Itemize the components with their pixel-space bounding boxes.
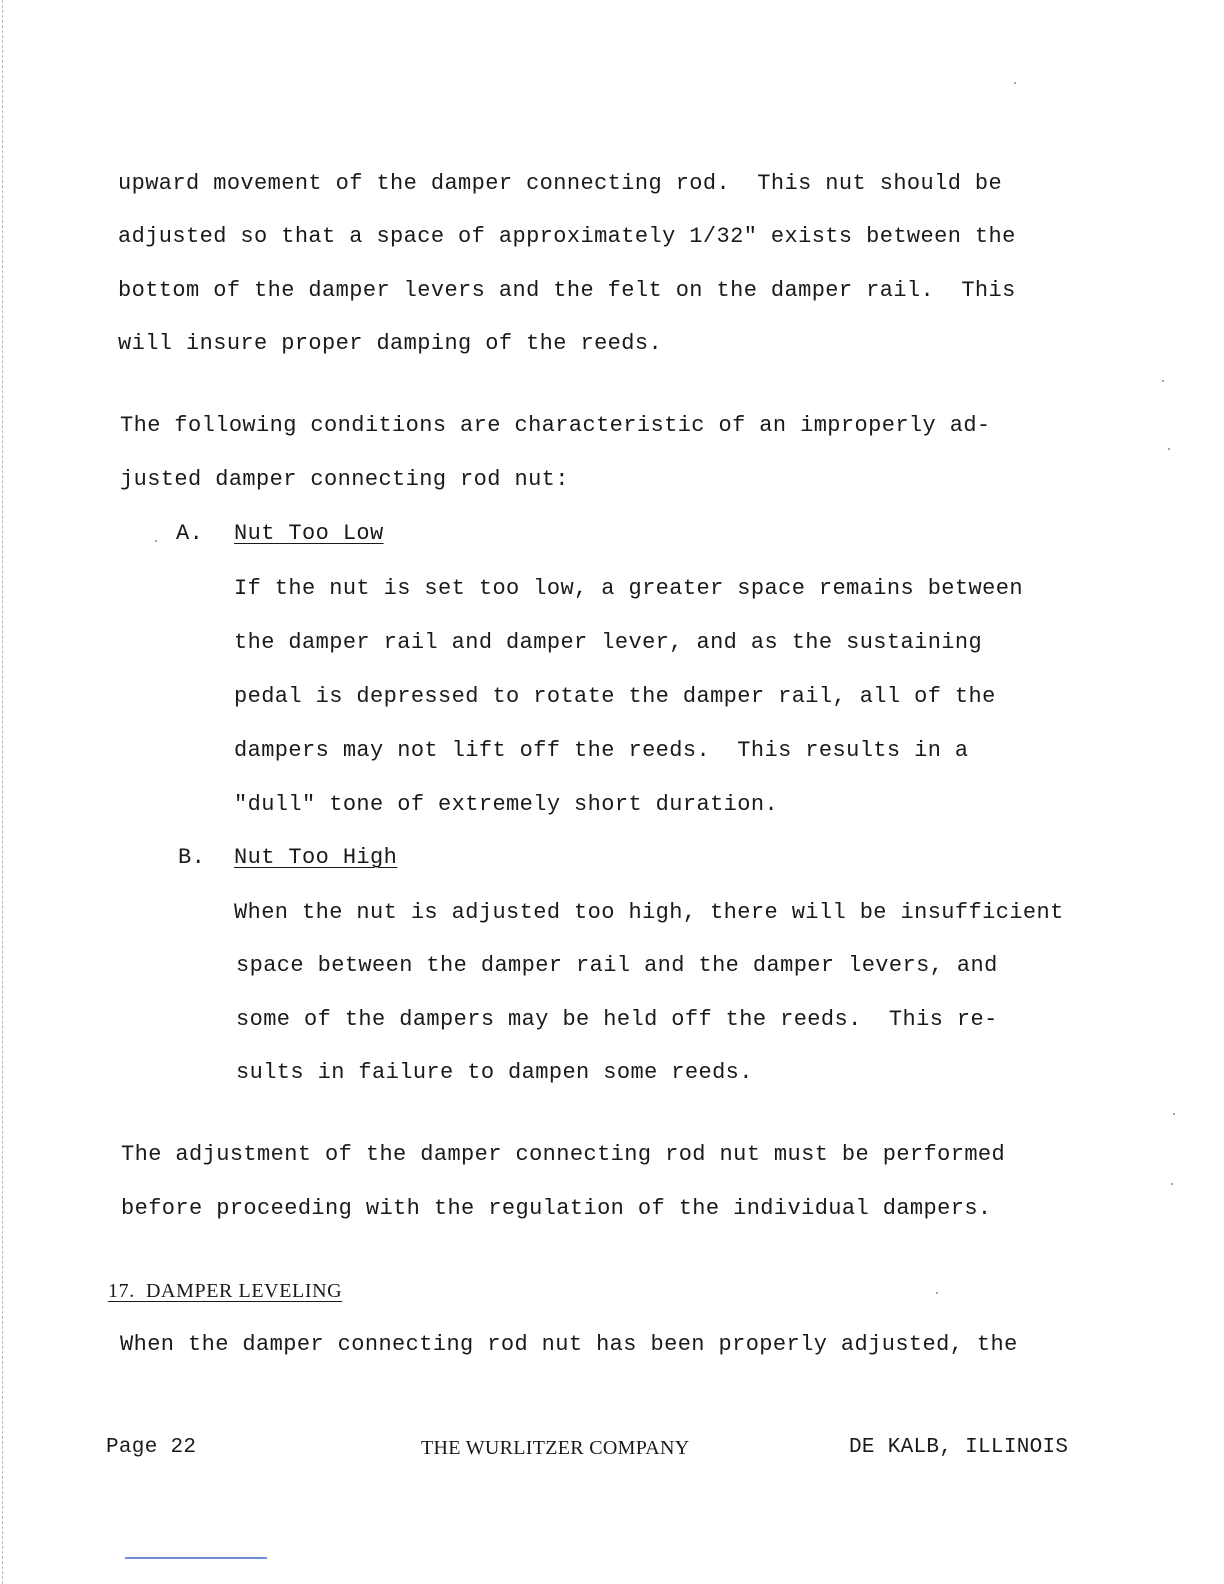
scan-speck	[1014, 82, 1016, 84]
scan-left-edge	[2, 0, 3, 1584]
item-b-title: Nut Too High	[234, 845, 398, 870]
item-a-marker: A.	[176, 521, 204, 546]
scan-speck	[1162, 380, 1164, 382]
section-17-line-1: When the damper connecting rod nut has been properly adjusted, the	[120, 1332, 1018, 1357]
paragraph1-line-3: bottom of the damper levers and the felt on the damper rail. This	[118, 278, 1016, 303]
paragraph1-line-4: will insure proper damping of the reeds.	[118, 331, 663, 356]
item-b-line-4: sults in failure to dampen some reeds.	[236, 1060, 753, 1085]
item-b-line-2: space between the damper rail and the damper levers, and	[236, 953, 998, 978]
item-a-line-1: If the nut is set too low, a greater space remains between	[234, 576, 1023, 601]
item-a-line-3: pedal is depressed to rotate the damper rail, all of the	[234, 684, 996, 709]
paragraph2-line-2: justed damper connecting rod nut:	[120, 467, 569, 492]
item-a-line-5: "dull" tone of extremely short duration.	[234, 792, 779, 817]
scan-speck	[936, 1292, 938, 1294]
item-a-line-2: the damper rail and damper lever, and as the sustaining	[234, 630, 983, 655]
scan-speck	[1168, 448, 1170, 450]
footer-page-number: Page 22	[106, 1436, 197, 1459]
paragraph3-line-1: The adjustment of the damper connecting rod nut must be performed	[121, 1142, 1006, 1167]
item-b-line-3: some of the dampers may be held off the reeds. This re-	[236, 1007, 998, 1032]
item-b-marker: B.	[178, 845, 206, 870]
scan-artifact-line	[125, 1557, 267, 1559]
paragraph1-line-2: adjusted so that a space of approximately 1/32" exists between the	[118, 224, 1016, 249]
paragraph3-line-2: before proceeding with the regulation of the individual dampers.	[121, 1196, 992, 1221]
scan-speck	[1173, 1113, 1175, 1115]
section-17-heading: 17. DAMPER LEVELING	[108, 1280, 343, 1302]
scan-speck	[155, 540, 157, 542]
footer-location: DE KALB, ILLINOIS	[849, 1436, 1069, 1459]
footer-company: THE WURLITZER COMPANY	[421, 1437, 690, 1459]
item-a-title: Nut Too Low	[234, 521, 384, 546]
paragraph2-line-1: The following conditions are characteristic of an improperly ad-	[120, 413, 991, 438]
item-b-line-1: When the nut is adjusted too high, there will be insufficient	[234, 900, 1064, 925]
scan-speck	[1171, 1183, 1173, 1185]
paragraph1-line-1: upward movement of the damper connecting rod. This nut should be	[118, 171, 1003, 196]
item-a-line-4: dampers may not lift off the reeds. This results in a	[234, 738, 969, 763]
